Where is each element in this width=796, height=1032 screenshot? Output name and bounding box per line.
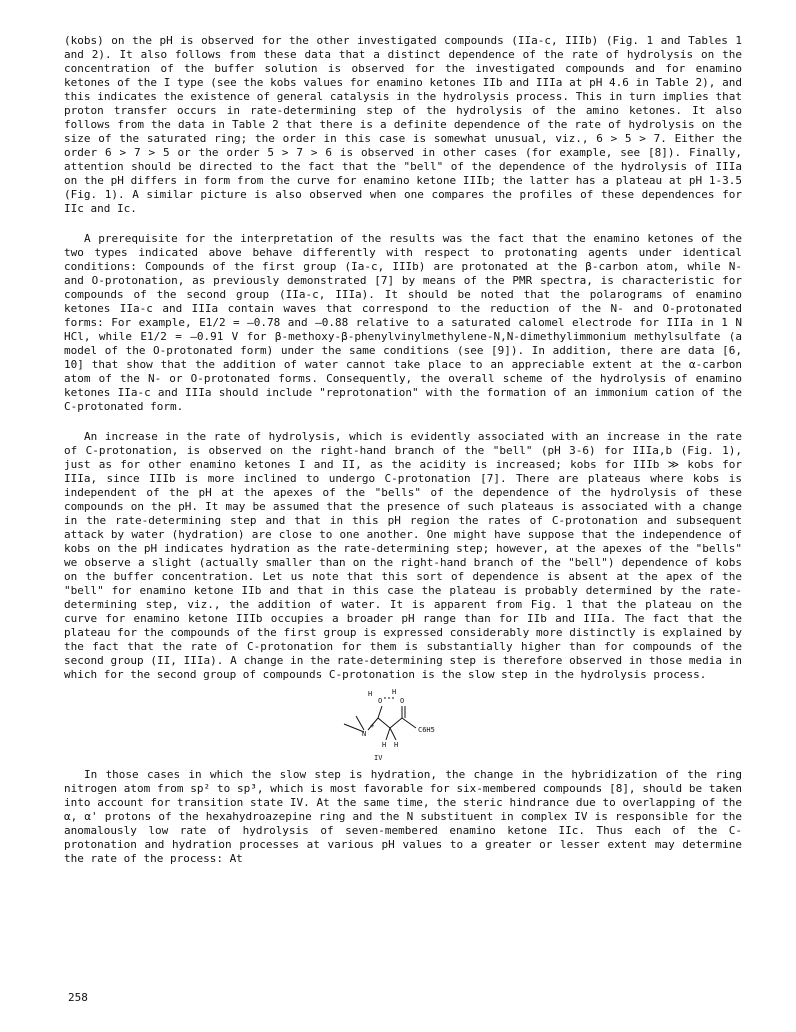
atom-o-right: O — [400, 697, 405, 705]
structure-figure — [64, 684, 742, 762]
atom-o-left: O — [378, 697, 383, 705]
paragraph-4: In those cases in which the slow step is hydration, the change in the hybridization of the ring nitrogen atom from sp² to sp³, which is most favorable for six-membered compounds [8], should be taken into account for transition state IV. At the same time, the steric hindrance due to overlapping of the α, α' protons of the hexahydroazepine ring and the N substituent in complex IV is responsible for the anomalously low rate of hydrolysis of seven-membered enamino ketone IIc. Thus each of the C-protonation and hydration processes at various pH values to a greater or lesser extent may determine the rate of the process: At — [64, 768, 742, 865]
paragraph-2: A prerequisite for the interpretation of the results was the fact that the enamino ketones of the two types indicated above behave differently with respect to protonating agents under identical conditions: Compounds of the first group (Ia-c, IIIb) are protonated at the β-carbon atom, while N- and O-protonation, as previously demonstrated [7] by means of the PMR spectra, is characteristic for compounds of the second group (IIa-c, IIIa). It should be noted that the polarograms of enamino ketones IIa-c and IIIa contain waves that correspond to the reduction of the N- and O-protonated forms: For example, E1/2 = –0.78 and –0.88 relative to a saturated calomel electrode for IIIa in 1 N HCl, while E1/2 = –0.91 V for β-methoxy-β-phenylvinylmethylene-N,N-dimethylimmonium methylsulfate (a model of the O-protonated form) under the same conditions (see [9]). In addition, there are data [6, 10] that show that the addition of water cannot take place to an appreciable extent at the α-carbon atom of the N- or O-protonated forms. Consequently, the overall scheme of the hydrolysis of enamino ketones IIa-c and IIIa should include "reprotonation" with the formation of an immonium cation of the C-protonated form. — [64, 232, 742, 413]
page-number: 258 — [68, 991, 88, 1004]
transition-state-structure — [334, 684, 474, 762]
atom-n: N — [362, 730, 367, 738]
atom-plus: + — [370, 722, 375, 730]
atom-phenyl: C6H5 — [418, 726, 435, 734]
atom-h-bottom-right: H — [394, 741, 399, 749]
page-body — [64, 34, 742, 866]
figure-label: IV — [374, 754, 383, 762]
paragraph-3: An increase in the rate of hydrolysis, which is evidently associated with an increase in the rate of C-protonation, is observed on the right-hand branch of the "bell" (pH 3-6) for IIIa,b (Fig. 1), just as for other enamino ketones I and II, as the acidity is increased; kobs for IIIb ≫ kobs for IIIa, since IIIb is more inclined to undergo C-protonation [7]. There are plateaus where kobs is independent of the pH at the apexes of the "bells" of the dependence of the hydrolysis of these compounds on the pH. It may be assumed that the presence of such plateaus is associated with a change in the rate-determining step and that in this pH region the rates of C-protonation and subsequent attack by water (hydration) are close to one another. One might have suppose that the independence of kobs on the pH indicates hydration as the rate-determining step; however, at the apexes of the "bells" we observe a slight (actually smaller than on the right-hand branch of the "bell") dependence of kobs on the buffer concentration. Let us note that this sort of dependence is absent at the apex of the "bell" for enamino ketone IIb and that in this case the plateau is probably determined by the rate-determining step, viz., the addition of water. It is apparent from Fig. 1 that the plateau on the curve for enamino ketone IIIb occupies a broader pH range than for IIb and IIIa. The fact that the plateau for the compounds of the first group is expressed considerably more distinctly is explained by the fact that the rate of C-protonation for them is substantially higher than for compounds of the second group (II, IIIa). A change in the rate-determining step is therefore observed in those media in which for the second group of compounds C-protonation is the slow step in the hydrolysis process. — [64, 430, 742, 681]
atom-h-top-right: H — [392, 688, 397, 696]
atom-h-bottom-left: H — [382, 741, 387, 749]
paragraph-1: (kobs) on the pH is observed for the other investigated compounds (IIa-c, IIIb) (Fig. 1 and Tables 1 and 2). It also follows from these data that a distinct dependence of the rate of hydrolysis on the concentration of the buffer solution is observed for the investigated compounds and for enamino ketones of the I type (see the kobs values for enamino ketones IIb and IIIa at pH 4.6 in Table 2), and this indicates the existence of general catalysis in the hydrolysis process. This in turn implies that proton transfer occurs in rate-determining step of the hydrolysis of the amino ketones. It also follows from the data in Table 2 that there is a definite dependence of the rate of hydrolysis on the size of the saturated ring; the order in this case is somewhat unusual, viz., 6 > 5 > 7. Either the order 6 > 7 > 5 or the order 5 > 7 > 6 is observed in other cases (for example, see [8]). Finally, attention should be directed to the fact that the "bell" of the dependence of the hydrolysis of IIIa on the pH differs in form from the curve for enamino ketone IIIb; the latter has a plateau at pH 1-3.5 (Fig. 1). A similar picture is also observed when one compares the profiles of these dependences for IIc and Ic. — [64, 34, 742, 215]
atom-h-top-left: H — [368, 690, 373, 698]
